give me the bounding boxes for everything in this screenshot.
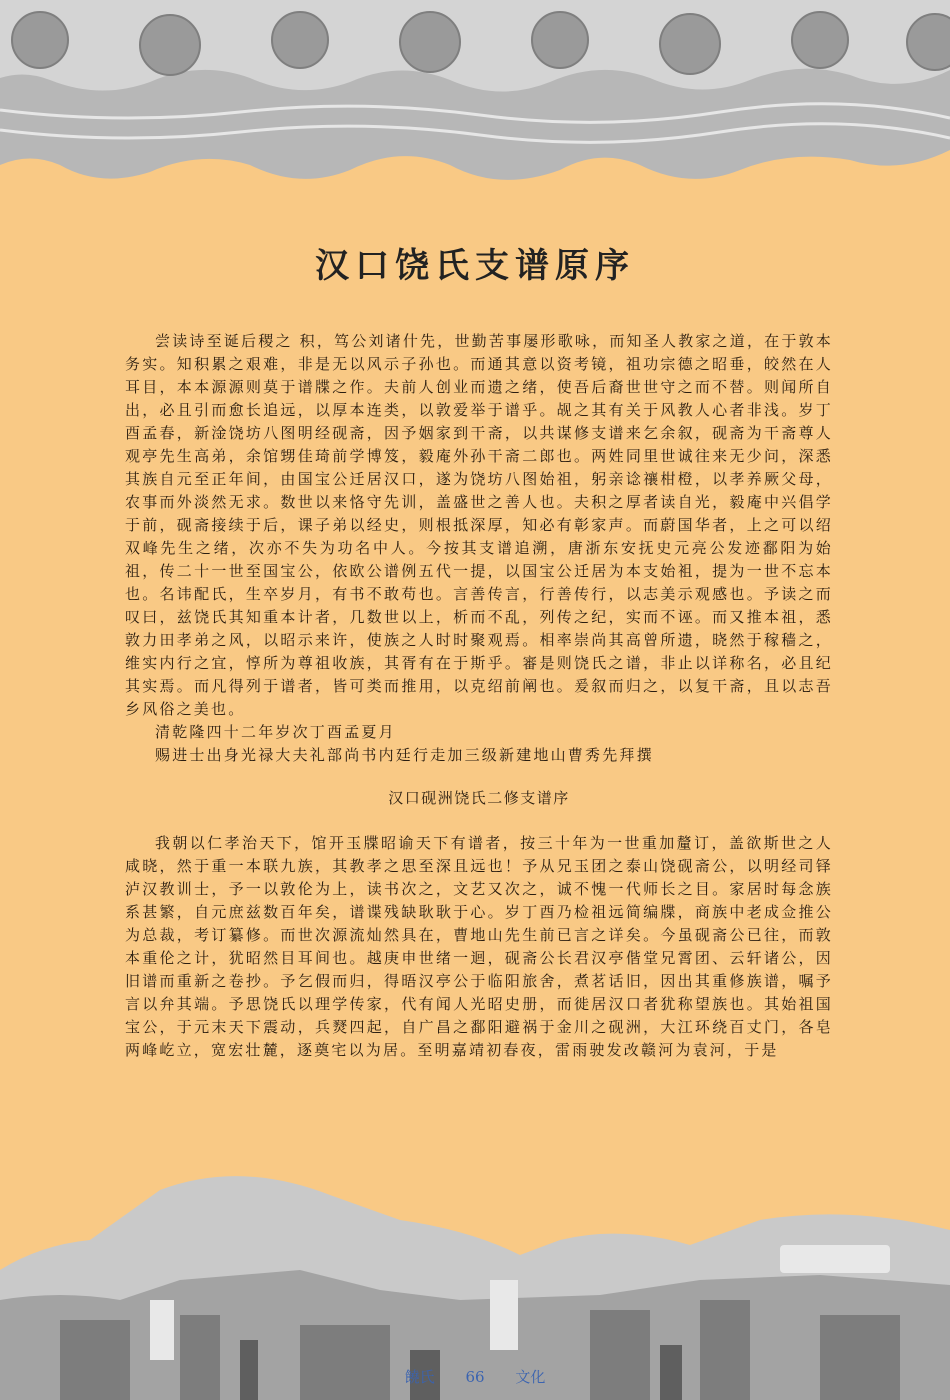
street-buildings-footer-image xyxy=(0,1150,950,1400)
section-subtitle: 汉口砚洲饶氏二修支谱序 xyxy=(388,789,570,807)
page-number: 66 xyxy=(465,1368,485,1386)
author-line: 赐进士出身光禄大夫礼部尚书内廷行走加三级新建地山曹秀先拜撰 xyxy=(155,746,654,764)
page-footer xyxy=(0,1366,950,1387)
page-title: 汉口饶氏支谱原序 xyxy=(315,246,635,286)
preface-paragraph: 尝读诗至诞后稷之 积，笃公刘诸什先，世勤苦事屡形歌咏，而知圣人教家之道，在于敦本务实。知积累之艰难，非是无以风示子孙也。而通其意以资考镜，祖功宗德之昭垂，皎然在人耳目，本本源源则莫于谱牒之作。夫前人创业而遗之绪，使吾后裔世世守之而不替。则闻所自出，必且引而愈长追远，以厚本连类，以敦爱举于谱乎。觇之其有关于风教人心者非浅。岁丁酉孟春，新淦饶坊八图明经砚斋，因予姻家到干斋，以共谋修支谱来乞余叙，砚斋为干斋尊人观亭先生高弟，余馆甥佳琦前学博笈，毅庵外孙干斋二郎也。两姓同里世诚往来无少问，深悉其族自元至正年间，由国宝公迁居汉口，遂为饶坊八图始祖，躬亲谂禳柑橙，以孝养厥父母，农事而外淡然无求。数世以来恪守先训，盖盛世之善人也。夫积之厚者读自光，毅庵中兴倡学于前，砚斋接续于后，课子弟以经史，则根抵深厚，知必有彰家声。而蔚国华者，上之可以绍双峰先生之绪，次亦不失为功名中人。今按其支谱追溯，唐浙东安抚史元亮公发迹鄱阳为始祖，传二十一世至国宝公，依欧公谱例五代一提，以国宝公迁居为本支始袓，提为一世不忘本也。名讳配氏，生卒岁月，有书不敢苟也。言善传言，行善传行，以志美示观感也。予读之而叹曰，兹饶氏其知重本计者，几数世以上，析而不乱，列传之纪，实而不诬。而又推本祖，悉敦力田孝弟之风，以昭示来许，使族之人时时聚观焉。相率崇尚其高曾所遗，晓然于稼穑之，维实内行之宜，惇所为尊祖收族，其胥有在于斯乎。審是则饶氏之谱，非止以详称名，必且纪其实焉。而凡得列于谱者，皆可类而推用，以克绍前阐也。爰叙而归之，以复干斋，且以志吾乡风俗之美也。 xyxy=(125,332,833,718)
footer-right-label: 文化 xyxy=(515,1368,546,1386)
second-preface-paragraph: 我朝以仁孝治天下，馆开玉牒昭谕天下有谱者，按三十年为一世重加釐订，盖欲斯世之人咸晓，然于重一本联九族，其教孝之思至深且远也！予从兄玉团之泰山饶砚斋公，以明经司铎泸汉教训士，予一以敦伦为上，读书次之，文艺又次之，诚不愧一代师长之目。家居时每念族系甚繁，自元庶兹数百年矣，谱谍残缺耿耿于心。岁丁酉乃检祖远简编牒，商族中老成佥推公为总裁，考订纂修。而世次源流灿然具在，曹地山先生前已言之详矣。今虽砚斋公已往，而敦本重伦之计，犹昭然目耳间也。越庚申世绪一迴，砚斋公长君汉亭偕堂兄霄团、云轩诸公，因旧谱而重新之卷抄。予乞假而归，得晤汉亭公于临阳旅舍，煮茗话旧，因出其重修族谱，嘱予言以弁其端。予思饶氏以理学传家，代有闻人光昭史册，而徙居汉口者犹称望族也。其始祖国宝公，于元末天下震动，兵燹四起，自广昌之鄱阳避祸于金川之砚洲，大江环绕百丈门，各皂两峰屹立，宽宏壮麓，逐奠宅以为居。至明嘉靖初春夜，雷雨驶发改赣河为袁河，于是 xyxy=(125,834,833,1059)
date-line: 清乾隆四十二年岁次丁酉孟夏月 xyxy=(155,723,396,741)
footer-left-label: 饒氏 xyxy=(404,1368,435,1386)
roof-tiles-header-image xyxy=(0,0,950,200)
article-body xyxy=(125,330,833,1062)
